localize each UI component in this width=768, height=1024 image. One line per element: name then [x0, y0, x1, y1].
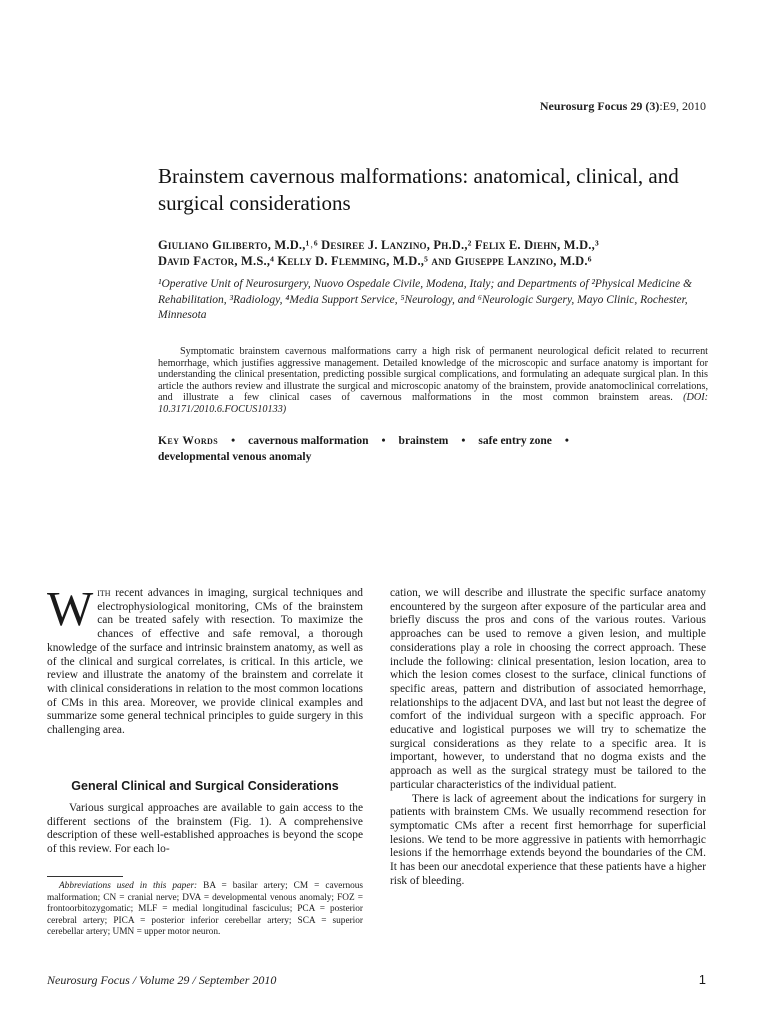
right-paragraph-1: cation, we will describe and illustrate the specific surface anatomy encountered by the surgeon after exposure of the particular area and briefly discuss the pros and cons of the various routes. Various approaches can be used to remove a given lesion, and multiple considerations play a role in choosing the correct approach. These include the following: clinical presentation, lesion location, area to which the lesion comes closest to the surface, clinical functions of specific areas, pattern and distribution of associated hemorrhage, relationships to the adjacent DVA, and last but not least the degree of comfort of the individual surgeon with a specific approach. For educative and logistical purposes we will try to schematize the surgical considerations as they relate to a specific area. It is important, however, to understand that no dogma exists and the approach as well as the surgical strategy must be tailored to the particular characteristics of the individual patient.: [390, 587, 706, 791]
running-footer: Neurosurg Focus / Volume 29 / September 2010: [47, 973, 277, 987]
keyword-item: cavernous malformation: [248, 435, 369, 447]
keyword-item: brainstem: [398, 435, 449, 447]
author-line-1: Giuliano Giliberto, M.D.,¹˒⁶ Desiree J. Lanzino, Ph.D.,² Felix E. Diehn, M.D.,³: [158, 238, 599, 252]
section-heading: General Clinical and Surgical Considerations: [71, 779, 339, 793]
intro-paragraph: [47, 581, 363, 738]
keyword-bullet: •: [461, 435, 466, 447]
affiliations: ¹Operative Unit of Neurosurgery, Nuovo Ospedale Civile, Modena, Italy; and Departments of ²Physical Medicine & Rehabilitation, ³Radiology, ⁴Media Support Service, ⁵Neurology, and ⁶Neurologic Surgery, Mayo Clinic, Rochester, Minnesota: [158, 278, 692, 321]
section-paragraph: Various surgical approaches are available to gain access to the different sections of the brainstem (Fig. 1). A comprehensive description of these well-established approaches is beyond the scope of this review. For each lo-: [47, 802, 363, 856]
drop-cap: W: [47, 581, 94, 636]
lead-word: ith: [97, 587, 111, 599]
footnote-label: Abbreviations used in this paper:: [59, 881, 198, 891]
right-paragraph-2: There is lack of agreement about the indications for surgery in patients with brainstem CMs. We usually recommend resection for symptomatic CMs after a recent first hemorrhage for superficial lesions. We tend to be more aggressive in patients with hemorrhagic lesions if the hemorrhage extends beyond the boundaries of the CM. It has been our anecdotal experience that these patients have a higher risk of bleeding.: [390, 792, 706, 887]
keywords: [158, 433, 708, 465]
journal-article: :E9, 2010: [659, 99, 706, 113]
doi-link[interactable]: (DOI: 10.3171/2010.6.FOCUS10133): [158, 392, 709, 415]
keywords-label: Key Words: [158, 435, 219, 447]
article-title: Brainstem cavernous malformations: anatomical, clinical, and surgical considerations: [158, 164, 679, 215]
author-list: [158, 237, 718, 269]
page-number: 1: [698, 972, 706, 987]
keyword-bullet: •: [381, 435, 386, 447]
abbreviations-footnote: [47, 881, 363, 939]
abstract: [158, 346, 708, 416]
keyword-bullet: •: [564, 435, 569, 447]
journal-name: Neurosurg Focus 29: [539, 99, 643, 113]
footnote-divider: [47, 876, 123, 877]
keyword-item: developmental venous anomaly: [158, 451, 312, 463]
intro-text: recent advances in imaging, surgical techniques and electrophysiological monitoring, CMs of the brainstem can be treated safely with resection. To maximize the chances of effective and safe removal, a thorough knowledge of the surface and intrinsic brainstem anatomy, as well as of the clinical and surgical correlates, is critical. In this article, we review and illustrate the anatomy of the brainstem and correlate it with clinical considerations in relation to the most common locations of CMs in this area. Moreover, we provide clinical examples and summarize some general technical principles to guide surgery in this challenging area.: [47, 587, 363, 737]
right-column: [390, 587, 706, 888]
footnote-text: BA = basilar artery; CM = cavernous malformation; CN = cranial nerve; DVA = developmental venous anomaly; FOZ = frontoorbitozygomatic; MLF = medial longitudinal fasciculus; PCA = posterior cerebral artery; PICA = posterior inferior cerebellar artery; SCA = superior cerebellar artery; UMN = upper motor neuron.: [47, 881, 364, 937]
keyword-bullet: •: [231, 435, 236, 447]
abstract-text: Symptomatic brainstem cavernous malformations carry a high risk of permanent neurological deficit related to recurrent hemorrhage, which justifies aggressive management. Detailed knowledge of the microscopic and surface anatomy is important for understanding the clinical presentation, predicting possible surgical complications, and formulating an adequate surgical plan. In this article the authors review and illustrate the surgical and microscopic anatomy of the brainstem, provide anatomoclinical correlations, and illustrate a few clinical cases of cavernous malformations in the most common brainstem areas.: [158, 346, 708, 404]
keyword-item: safe entry zone: [478, 435, 552, 447]
journal-issue: (3): [645, 99, 660, 113]
author-line-2: David Factor, M.S.,⁴ Kelly D. Flemming, M.D.,⁵ and Giuseppe Lanzino, M.D.⁶: [158, 254, 592, 268]
journal-reference: [540, 99, 706, 114]
